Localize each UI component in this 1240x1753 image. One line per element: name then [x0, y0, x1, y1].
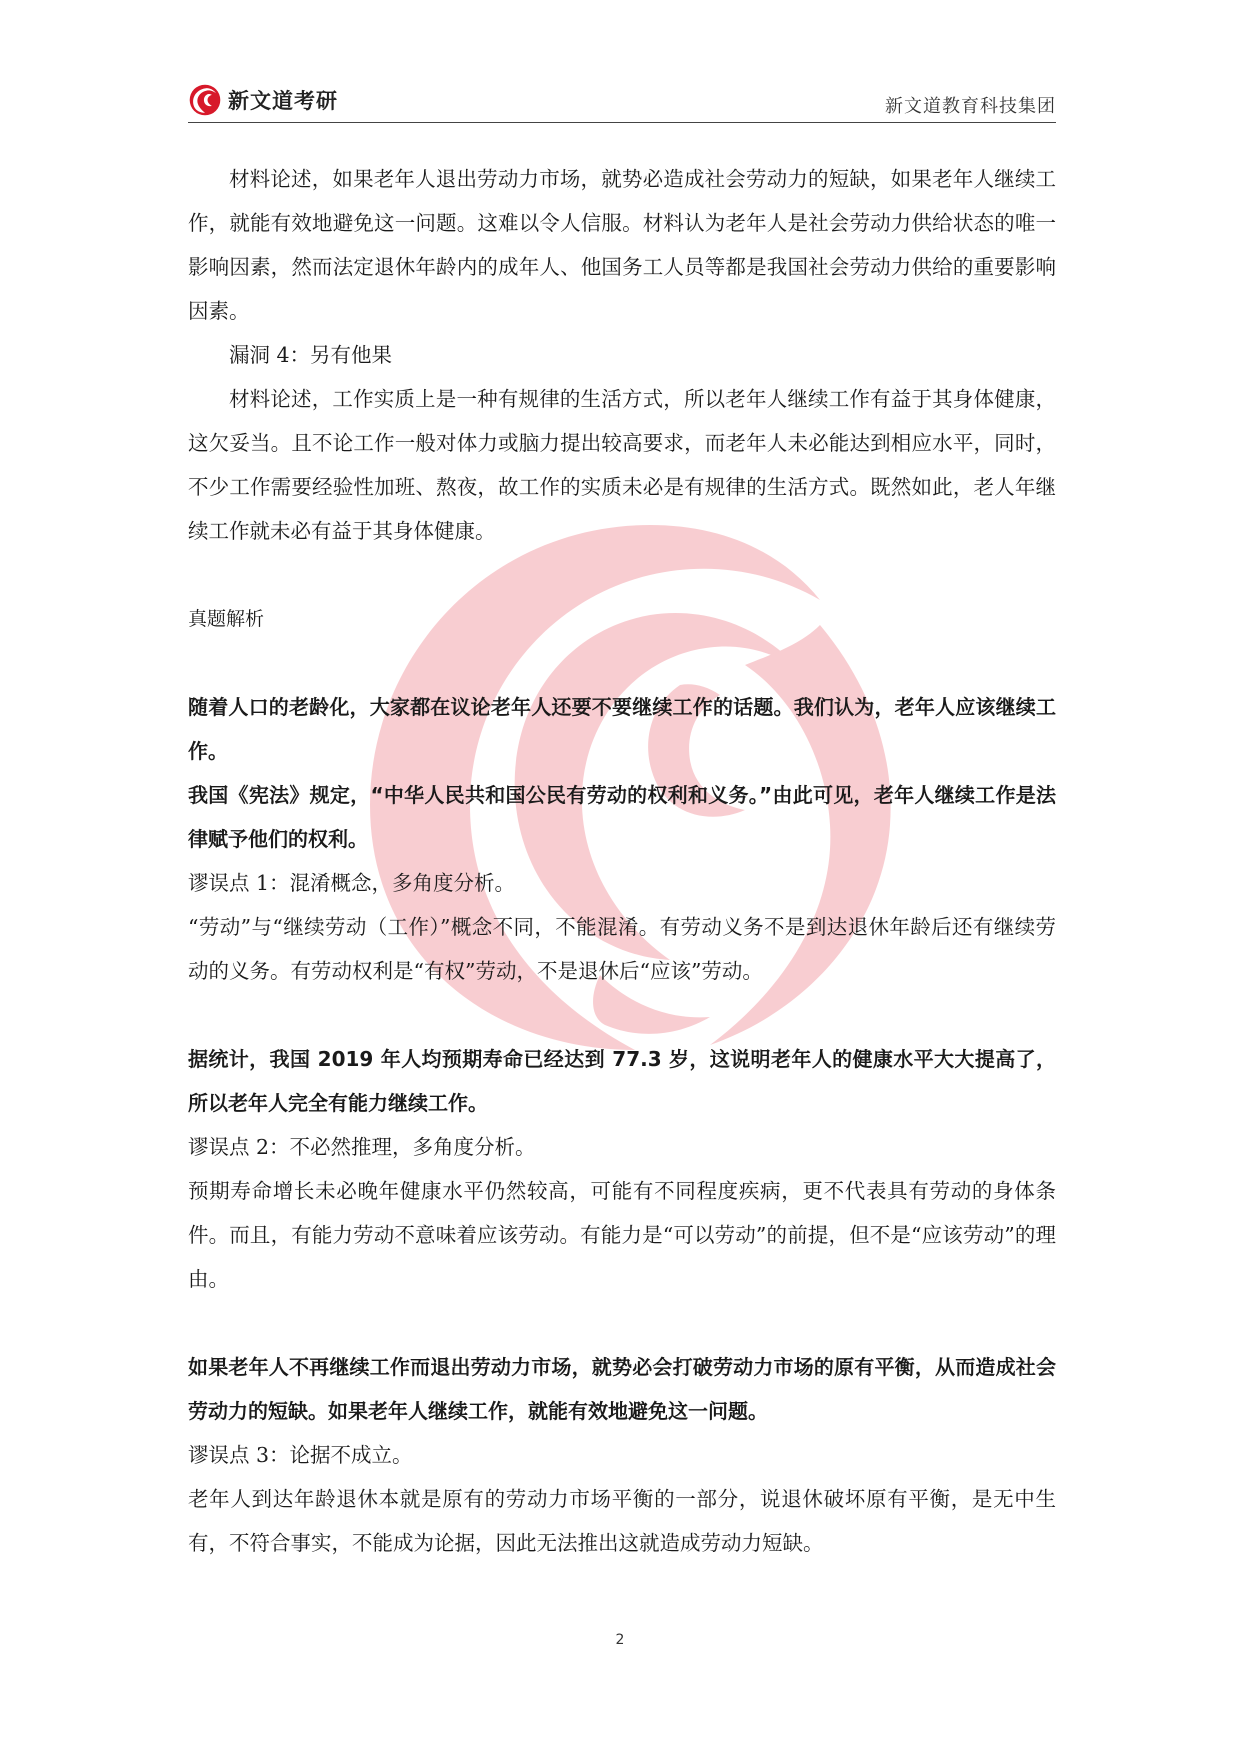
page-number: 2: [615, 1632, 625, 1648]
spacer: [188, 641, 1056, 685]
error-point-text: 预期寿命增长未必晚年健康水平仍然较高，可能有不同程度疾病，更不代表具有劳动的身体条件。而且，有能力劳动不意味着应该劳动。有能力是“可以劳动”的前提，但不是“应该劳动”的理由。: [188, 1179, 1056, 1291]
paragraph: 材料论述，如果老年人退出劳动力市场，就势必造成社会劳动力的短缺，如果老年人继续工作，就能有效地避免这一问题。这难以令人信服。材料认为老年人是社会劳动力供给状态的唯一影响因素，然而法定退休年龄内的成年人、他国务工人员等都是我国社会劳动力供给的重要影响因素。: [188, 167, 1056, 323]
document-body: [188, 157, 1056, 1565]
spacer: [188, 993, 1056, 1037]
header-divider: [188, 122, 1056, 123]
error-point-title: 谬误点 2：不必然推理，多角度分析。: [188, 1135, 536, 1159]
spacer: [188, 1301, 1056, 1345]
phoenix-logo-icon: [188, 83, 222, 117]
quoted-argument: 随着人口的老龄化，大家都在议论老年人还要不要继续工作的话题。我们认为，老年人应该继续工作。: [188, 695, 1056, 763]
error-point-title: 谬误点 1：混淆概念，多角度分析。: [188, 871, 516, 895]
quoted-argument: 据统计，我国 2019 年人均预期寿命已经达到 77.3 岁，这说明老年人的健康水平大大提高了，所以老年人完全有能力继续工作。: [188, 1047, 1056, 1115]
error-point-title: 谬误点 3：论据不成立。: [188, 1443, 413, 1467]
loophole-heading: 漏洞 4：另有他果: [229, 343, 393, 367]
quoted-argument: 如果老年人不再继续工作而退出劳动力市场，就势必会打破劳动力市场的原有平衡，从而造成社会劳动力的短缺。如果老年人继续工作，就能有效地避免这一问题。: [188, 1355, 1056, 1423]
paragraph: 材料论述，工作实质上是一种有规律的生活方式，所以老年人继续工作有益于其身体健康，这欠妥当。且不论工作一般对体力或脑力提出较高要求，而老年人未必能达到相应水平，同时，不少工作需要经验性加班、熬夜，故工作的实质未必是有规律的生活方式。既然如此，老人年继续工作就未必有益于其身体健康。: [188, 387, 1056, 543]
page-header: [188, 78, 1056, 122]
organization-name: 新文道教育科技集团: [885, 96, 1056, 117]
error-point-text: “劳动”与“继续劳动（工作）”概念不同，不能混淆。有劳动义务不是到达退休年龄后还有继续劳动的义务。有劳动权利是“有权”劳动，不是退休后“应该”劳动。: [188, 915, 1056, 983]
brand-logo: [188, 82, 338, 118]
quoted-argument: 我国《宪法》规定，“中华人民共和国公民有劳动的权利和义务。”由此可见，老年人继续工作是法律赋予他们的权利。: [188, 783, 1056, 851]
spacer: [188, 553, 1056, 597]
error-point-text: 老年人到达年龄退休本就是原有的劳动力市场平衡的一部分，说退休破坏原有平衡，是无中生有，不符合事实，不能成为论据，因此无法推出这就造成劳动力短缺。: [188, 1487, 1056, 1555]
brand-name: 新文道考研: [228, 89, 338, 113]
section-title: 真题解析: [188, 608, 265, 630]
